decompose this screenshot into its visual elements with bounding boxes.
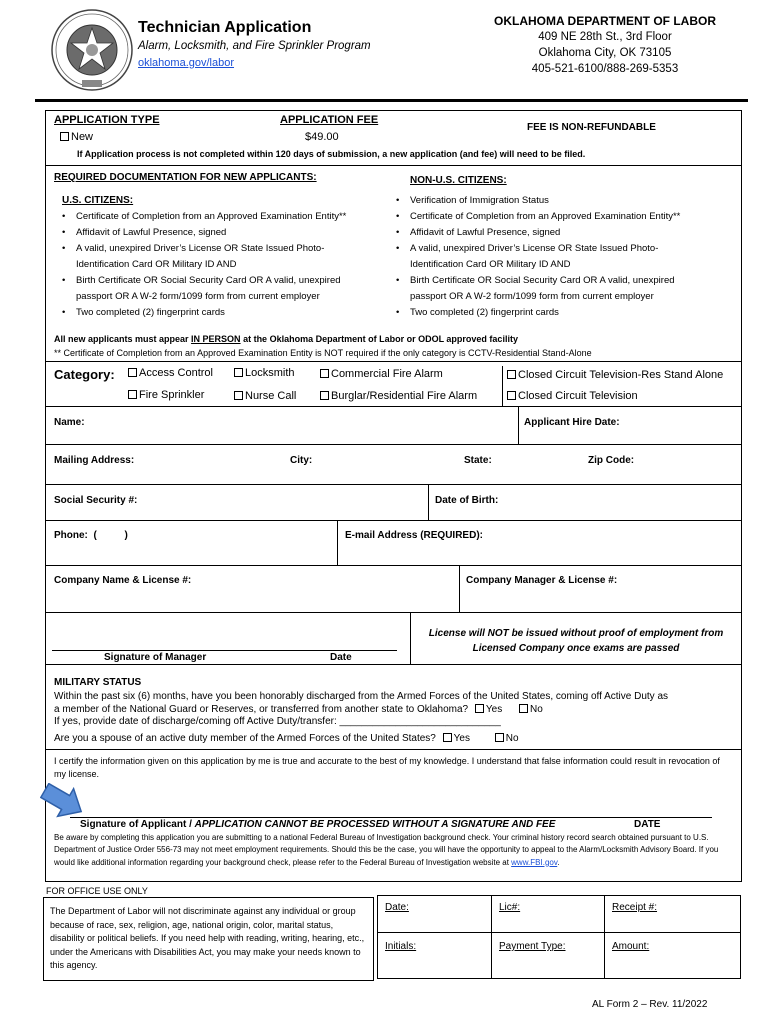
- non-us-citizens-heading: NON-U.S. CITIZENS:: [410, 175, 507, 186]
- list-item: Identification Card OR Military ID AND: [76, 259, 237, 270]
- divider: [428, 484, 429, 520]
- military-no-option[interactable]: No: [519, 704, 543, 715]
- list-item: passport OR A W-2 form/1099 form from current employer: [410, 291, 654, 302]
- list-item: • Affidavit of Lawful Presence, signed: [392, 225, 680, 241]
- category-nurse-call[interactable]: Nurse Call: [234, 390, 296, 402]
- divider: [604, 895, 605, 979]
- applicant-signature-label: Signature of Applicant / APPLICATION CANNOT BE PROCESSED WITHOUT A SIGNATURE AND FEE: [80, 819, 556, 830]
- required-docs-heading: REQUIRED DOCUMENTATION FOR NEW APPLICANTS:: [54, 172, 317, 183]
- divider: [45, 565, 742, 566]
- application-fee-value: $49.00: [305, 131, 339, 143]
- agency-address-line1: 409 NE 28th St., 3rd Floor: [538, 31, 672, 43]
- company-name-license-label: Company Name & License #:: [54, 575, 192, 586]
- checkbox-icon[interactable]: [234, 368, 243, 377]
- name-input[interactable]: [110, 412, 510, 440]
- category-access-control[interactable]: Access Control: [128, 367, 213, 379]
- list-item: • Certificate of Completion from an Approved Examination Entity**: [58, 209, 346, 225]
- list-item: • Birth Certificate OR Social Security Card OR A valid, unexpired: [392, 273, 680, 289]
- city-label: City:: [290, 455, 313, 466]
- nondiscrimination-statement: The Department of Labor will not discriminate against any individual or group because of race, sex, religion, age, national origin, color, marital status, disability or political beliefs. If you need help with reading, writing, hearing, etc., under the Americans with Disabilities Act, you may make your needs known to this agency.: [50, 906, 365, 970]
- divider: [459, 565, 460, 612]
- checkbox-icon[interactable]: [443, 733, 452, 742]
- list-item: • Verification of Immigration Status: [392, 193, 680, 209]
- divider: [410, 612, 411, 664]
- list-item: passport OR A W-2 form/1099 form from current employer: [76, 291, 320, 302]
- divider: [45, 749, 742, 750]
- list-item: Identification Card OR Military ID AND: [410, 259, 571, 270]
- divider: [45, 165, 742, 166]
- category-commercial-fire-alarm[interactable]: Commercial Fire Alarm: [320, 368, 443, 380]
- office-initials-field[interactable]: Initials:: [385, 941, 417, 952]
- zip-code-label: Zip Code:: [588, 455, 635, 466]
- office-license-number-field[interactable]: Lic#:: [499, 902, 521, 913]
- application-timeout-notice: If Application process is not completed within 120 days of submission, a new application (and fee) will need to be filed.: [77, 149, 586, 159]
- office-date-field[interactable]: Date:: [385, 902, 409, 913]
- office-use-table: [377, 895, 741, 979]
- divider: [502, 366, 503, 406]
- applicant-hire-date-label: Applicant Hire Date:: [524, 417, 620, 428]
- divider: [45, 444, 742, 445]
- list-item: • A valid, unexpired Driver’s License OR State Issued Photo-: [58, 241, 346, 257]
- email-label: E-mail Address (REQUIRED):: [345, 530, 483, 541]
- military-question-line2: a member of the National Guard or Reserves, or transferred from another state to Oklahoma? Yes No: [54, 704, 543, 715]
- military-discharge-date-line[interactable]: If yes, provide date of discharge/coming off Active Duty/transfer: _____________________________: [54, 716, 501, 727]
- category-burglar-residential-fire-alarm[interactable]: Burglar/Residential Fire Alarm: [320, 390, 477, 402]
- name-field-label: Name:: [54, 417, 85, 428]
- military-status-heading: MILITARY STATUS: [54, 677, 142, 688]
- new-application-checkbox[interactable]: New: [60, 131, 93, 143]
- checkbox-icon[interactable]: [507, 370, 516, 379]
- us-citizens-heading: U.S. CITIZENS:: [62, 195, 134, 206]
- office-payment-type-field[interactable]: Payment Type:: [499, 941, 566, 952]
- checkbox-icon[interactable]: [128, 390, 137, 399]
- list-item: • Birth Certificate OR Social Security Card OR A valid, unexpired: [58, 273, 346, 289]
- manager-signature-line[interactable]: [52, 650, 397, 651]
- application-type-label: APPLICATION TYPE: [54, 114, 160, 126]
- military-spouse-question: Are you a spouse of an active duty member of the Armed Forces of the United States? Yes No: [54, 733, 519, 744]
- office-receipt-number-field[interactable]: Receipt #:: [612, 902, 658, 913]
- agency-phone: 405-521-6100/888-269-5353: [531, 63, 679, 75]
- manager-signature-date-label: Date: [330, 652, 352, 663]
- form-subtitle: Alarm, Locksmith, and Fire Sprinkler Program: [138, 40, 371, 52]
- checkbox-icon[interactable]: [320, 391, 329, 400]
- category-cctv-res-stand-alone[interactable]: Closed Circuit Television-Res Stand Alone: [507, 369, 723, 381]
- checkbox-icon[interactable]: [495, 733, 504, 742]
- applicant-signature-date-label: DATE: [634, 819, 661, 830]
- us-citizens-doc-list: [58, 209, 346, 321]
- in-person-note: All new applicants must appear IN PERSON at the Oklahoma Department of Labor or ODOL approved facility: [54, 334, 518, 344]
- checkbox-icon[interactable]: [507, 391, 516, 400]
- certification-statement: I certify the information given on this application by me is true and accurate to the best of my knowledge. I understand that false information could result in revocation of my license.: [54, 756, 720, 779]
- non-us-citizens-doc-list: [392, 193, 680, 321]
- phone-label: Phone: ( ): [54, 530, 128, 541]
- list-item: • Two completed (2) fingerprint cards: [392, 305, 680, 321]
- divider: [45, 612, 742, 613]
- divider: [337, 520, 338, 565]
- license-employment-note: License will NOT be issued without proof of employment from Licensed Company once exams are passed: [428, 628, 724, 654]
- header-rule: [35, 99, 748, 102]
- state-label: State:: [464, 455, 492, 466]
- date-of-birth-label: Date of Birth:: [435, 495, 499, 506]
- divider: [491, 895, 492, 979]
- list-item: • Certificate of Completion from an Approved Examination Entity**: [392, 209, 680, 225]
- spouse-no-option[interactable]: No: [495, 733, 519, 744]
- divider: [45, 664, 742, 665]
- ssn-label: Social Security #:: [54, 495, 138, 506]
- manager-signature-label: Signature of Manager: [104, 652, 207, 663]
- checkbox-icon[interactable]: [320, 369, 329, 378]
- form-title: Technician Application: [138, 19, 312, 36]
- list-item: • Two completed (2) fingerprint cards: [58, 305, 346, 321]
- pointer-arrow-icon: [40, 783, 86, 819]
- category-cctv[interactable]: Closed Circuit Television: [507, 390, 638, 402]
- fbi-background-check-notice: Be aware by completing this application you are submitting to a national Federal Bureau of Investigation background check. Your criminal history record search obtained pursuant to U.S. Department of Justice Order 556-73 may not meet employment requirements. Should this be the case, you will have the opportunity to appeal to the Alarm/Locksmith Advisory Board. If you would like additional information regarding your background check, please refer to the Federal Bureau of Investigation website at www.FBI.gov.: [54, 833, 719, 867]
- checkbox-icon[interactable]: [475, 704, 484, 713]
- cctv-exemption-note: ** Certificate of Completion from an Approved Examination Entity is NOT required if the only category is CCTV-Residential Stand-Alone: [54, 348, 592, 358]
- list-item: • Affidavit of Lawful Presence, signed: [58, 225, 346, 241]
- military-yes-option[interactable]: Yes: [475, 704, 502, 715]
- office-use-only-label: FOR OFFICE USE ONLY: [46, 886, 148, 896]
- checkbox-icon[interactable]: [519, 704, 528, 713]
- applicant-signature-line[interactable]: [70, 817, 712, 818]
- category-locksmith[interactable]: Locksmith: [234, 367, 295, 379]
- category-label: Category:: [54, 367, 115, 382]
- category-fire-sprinkler[interactable]: Fire Sprinkler: [128, 389, 204, 401]
- state-seal-logo: [50, 8, 134, 92]
- checkbox-icon[interactable]: [234, 391, 243, 400]
- military-question-line1: Within the past six (6) months, have you been honorably discharged from the Armed Forces of the United States, coming off Active Duty as: [54, 691, 669, 702]
- checkbox-icon[interactable]: [60, 132, 69, 141]
- agency-website-link[interactable]: oklahoma.gov/labor: [138, 57, 235, 69]
- spouse-yes-option[interactable]: Yes: [443, 733, 470, 744]
- form-revision-id: AL Form 2 – Rev. 11/2022: [592, 999, 708, 1010]
- divider: [377, 932, 741, 933]
- company-manager-license-label: Company Manager & License #:: [466, 575, 618, 586]
- list-item: • A valid, unexpired Driver’s License OR State Issued Photo-: [392, 241, 680, 257]
- divider: [45, 406, 742, 407]
- agency-name: OKLAHOMA DEPARTMENT OF LABOR: [494, 14, 716, 28]
- fbi-website-link[interactable]: www.FBI.gov: [511, 857, 558, 867]
- divider: [45, 520, 742, 521]
- mailing-address-label: Mailing Address:: [54, 455, 135, 466]
- divider: [518, 406, 519, 444]
- divider: [45, 361, 742, 362]
- divider: [45, 484, 742, 485]
- office-amount-field[interactable]: Amount:: [612, 941, 650, 952]
- checkbox-icon[interactable]: [128, 368, 137, 377]
- fee-non-refundable-note: FEE IS NON-REFUNDABLE: [527, 122, 656, 133]
- application-fee-label: APPLICATION FEE: [280, 114, 379, 126]
- agency-address-line2: Oklahoma City, OK 73105: [538, 47, 672, 59]
